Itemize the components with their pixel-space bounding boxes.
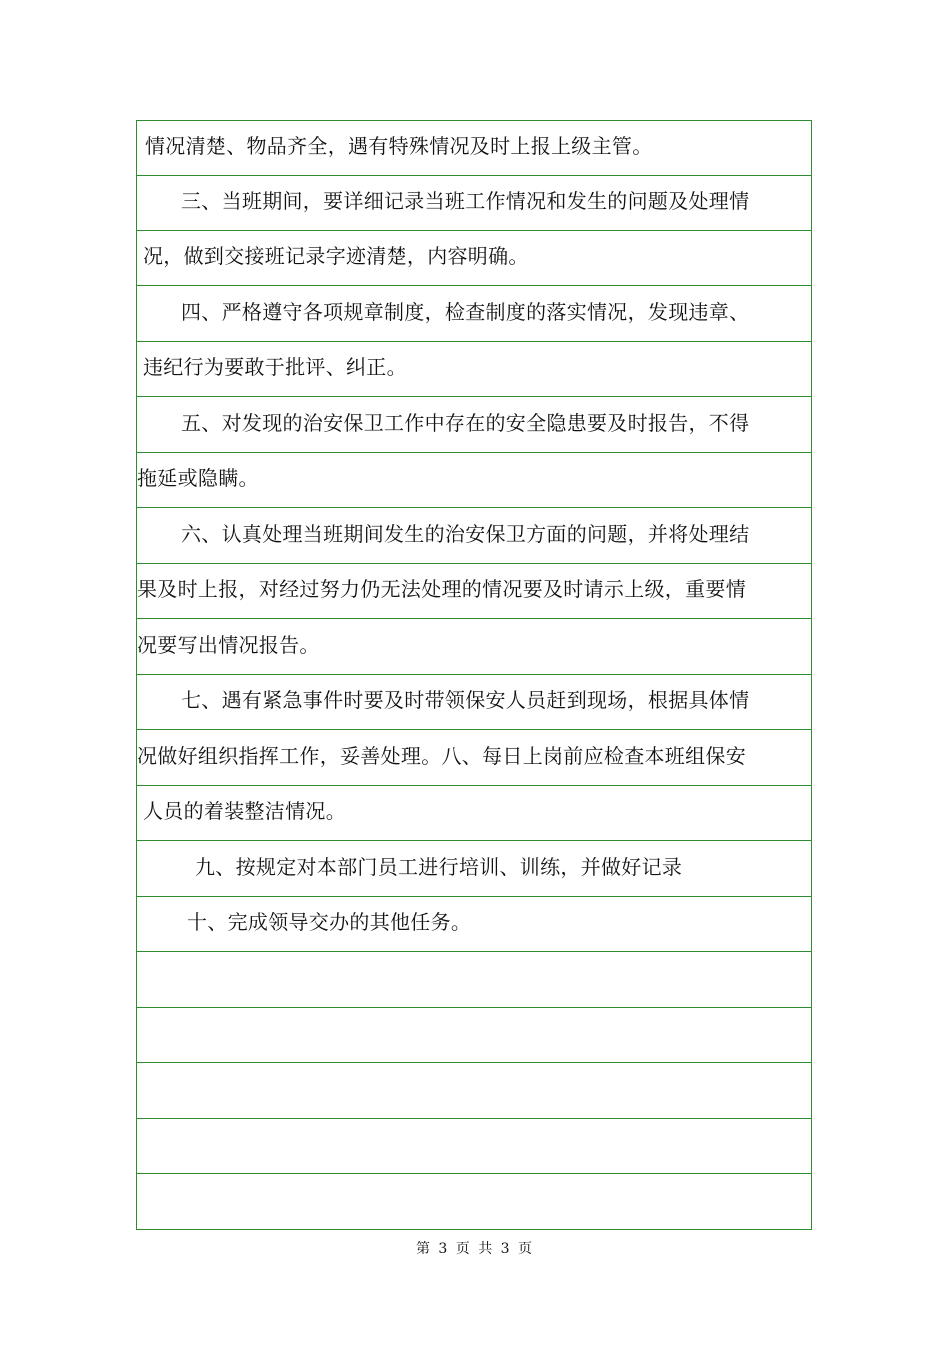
text-line: 五、对发现的治安保卫工作中存在的安全隐患要及时报告，不得 — [181, 411, 750, 435]
text-line: 六、认真处理当班期间发生的治安保卫方面的问题，并将处理结 — [181, 522, 750, 546]
ruled-row — [137, 121, 811, 176]
text-line: 况要写出情况报告。 — [137, 633, 320, 657]
ruled-row — [137, 1119, 811, 1174]
text-line: 拖延或隐瞒。 — [137, 466, 259, 490]
ruled-row — [137, 231, 811, 286]
ruled-row — [137, 453, 811, 508]
ruled-row — [137, 953, 811, 1008]
ruled-row — [137, 1008, 811, 1063]
ruled-row — [137, 731, 811, 786]
ruled-row — [137, 786, 811, 841]
text-line: 违纪行为要敢于批评、纠正。 — [143, 355, 407, 379]
ruled-row — [137, 176, 811, 231]
page-number-footer: 第 3 页 共 3 页 — [415, 1241, 535, 1257]
text-line: 四、严格遵守各项规章制度，检查制度的落实情况，发现违章、 — [181, 300, 750, 324]
ruled-row — [137, 342, 811, 397]
ruled-row — [137, 675, 811, 730]
ruled-row — [137, 1064, 811, 1119]
ruled-row — [137, 1175, 811, 1229]
text-line: 人员的着装整洁情况。 — [143, 799, 346, 823]
ruled-row — [137, 842, 811, 897]
ruled-sheet — [136, 120, 812, 1230]
text-line: 果及时上报，对经过努力仍无法处理的情况要及时请示上级，重要情 — [137, 577, 746, 601]
ruled-row — [137, 620, 811, 675]
text-line: 九、按规定对本部门员工进行培训、训练，并做好记录 — [195, 855, 683, 879]
text-line: 七、遇有紧急事件时要及时带领保安人员赶到现场，根据具体情 — [181, 688, 750, 712]
ruled-row — [137, 398, 811, 453]
ruled-row — [137, 509, 811, 564]
ruled-row — [137, 287, 811, 342]
ruled-row — [137, 564, 811, 619]
text-line: 十、完成领导交办的其他任务。 — [187, 910, 472, 934]
text-line: 三、当班期间，要详细记录当班工作情况和发生的问题及处理情 — [181, 189, 750, 213]
ruled-row — [137, 897, 811, 952]
text-line: 况做好组织指挥工作，妥善处理。八、每日上岗前应检查本班组保安 — [137, 744, 746, 768]
text-line: 况，做到交接班记录字迹清楚，内容明确。 — [143, 244, 529, 268]
text-line: 情况清楚、物品齐全，遇有特殊情况及时上报上级主管。 — [145, 134, 653, 158]
